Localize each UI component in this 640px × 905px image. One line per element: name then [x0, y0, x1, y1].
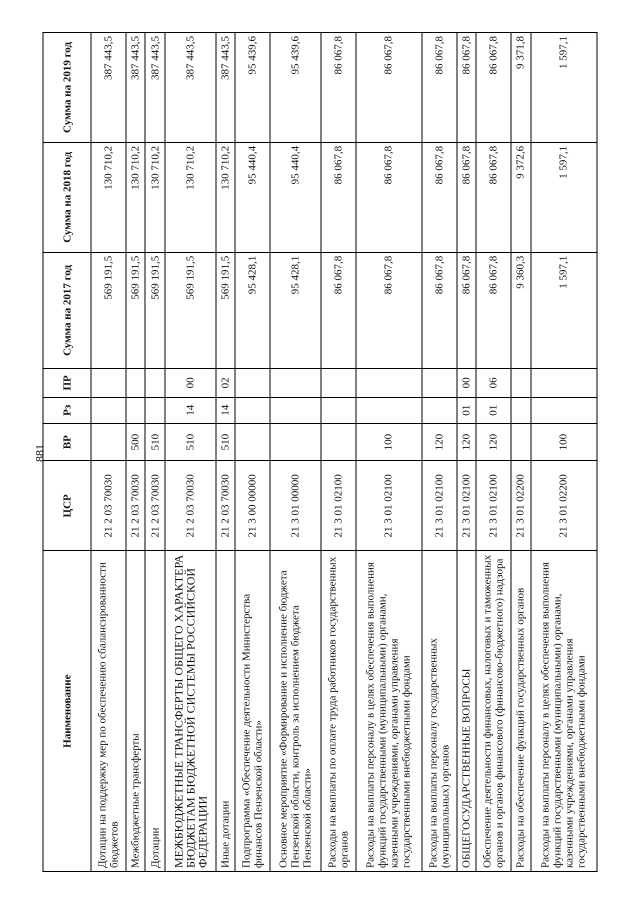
cell-vr: 510	[145, 423, 164, 460]
cell-rz: 01	[457, 397, 476, 423]
cell-2017: 569 191,5	[145, 252, 164, 368]
table-row	[235, 33, 270, 872]
cell-rz	[235, 397, 270, 423]
cell-rz: 14	[216, 397, 235, 423]
cell-rz	[356, 397, 422, 423]
cell-pr	[235, 369, 270, 398]
cell-2019: 387 443,5	[165, 33, 216, 143]
header-rz: Рз	[43, 397, 91, 423]
cell-vr	[91, 423, 126, 460]
cell-2017: 569 191,5	[91, 252, 126, 368]
cell-2018: 95 440,4	[270, 142, 321, 252]
cell-pr: 00	[457, 369, 476, 398]
table-row	[356, 33, 422, 872]
table-header-row	[43, 33, 91, 872]
cell-name: Обеспечение деятельности финансовых, налоговых и таможенных органов и органов финансового (финансово-бюджетного) надзора	[476, 551, 511, 872]
cell-csr: 21 3 01 02200	[531, 461, 597, 551]
header-2018: Сумма на 2018 год	[43, 142, 91, 252]
cell-pr	[126, 369, 145, 398]
cell-csr: 21 2 03 70030	[126, 461, 145, 551]
cell-name: Расходы на обеспечение функций государственных органов	[511, 551, 530, 872]
cell-csr: 21 3 00 00000	[235, 461, 270, 551]
header-name: Наименование	[43, 551, 91, 872]
table-body	[91, 33, 597, 872]
table-row	[321, 33, 356, 872]
cell-vr: 100	[356, 423, 422, 460]
cell-pr	[270, 369, 321, 398]
cell-vr: 120	[457, 423, 476, 460]
cell-2018: 130 710,2	[216, 142, 235, 252]
cell-vr: 120	[476, 423, 511, 460]
cell-csr: 21 3 01 02100	[356, 461, 422, 551]
cell-rz	[422, 397, 457, 423]
cell-csr: 21 2 03 70030	[165, 461, 216, 551]
cell-2018: 86 067,8	[457, 142, 476, 252]
cell-name: Подпрограмма «Обеспечение деятельности Министерства финансов Пензенской области»	[235, 551, 270, 872]
cell-name: Дотации	[145, 551, 164, 872]
cell-name: Дотации на поддержку мер по обеспечению сбалансированности бюджетов	[91, 551, 126, 872]
cell-name: Межбюджетные трансферты	[126, 551, 145, 872]
cell-2017: 95 428,1	[270, 252, 321, 368]
cell-rz	[145, 397, 164, 423]
cell-pr	[321, 369, 356, 398]
cell-csr: 21 3 01 02100	[457, 461, 476, 551]
cell-2019: 387 443,5	[91, 33, 126, 143]
cell-pr	[145, 369, 164, 398]
cell-2018: 86 067,8	[356, 142, 422, 252]
table-row	[126, 33, 145, 872]
cell-rz	[91, 397, 126, 423]
cell-2017: 569 191,5	[126, 252, 145, 368]
cell-name: ОБЩЕГОСУДАРСТВЕННЫЕ ВОПРОСЫ	[457, 551, 476, 872]
cell-2019: 86 067,8	[457, 33, 476, 143]
cell-vr	[321, 423, 356, 460]
cell-name: Расходы на выплаты персоналу в целях обеспечения выполнения функций государственными (муниципальными) органами, казенными учреждениями, органами управления государственными внебюджетными фондами	[531, 551, 597, 872]
cell-vr: 510	[165, 423, 216, 460]
cell-2019: 86 067,8	[476, 33, 511, 143]
cell-name: Иные дотации	[216, 551, 235, 872]
cell-rz: 01	[476, 397, 511, 423]
cell-2018: 86 067,8	[321, 142, 356, 252]
cell-pr	[422, 369, 457, 398]
cell-pr	[511, 369, 530, 398]
cell-name: Расходы на выплаты персоналу государственных (муниципальных) органов	[422, 551, 457, 872]
cell-2018: 130 710,2	[126, 142, 145, 252]
cell-2018: 95 440,4	[235, 142, 270, 252]
cell-name: МЕЖБЮДЖЕТНЫЕ ТРАНСФЕРТЫ ОБЩЕГО ХАРАКТЕРА БЮДЖЕТАМ БЮДЖЕТНОЙ СИСТЕМЫ РОССИЙСКОЙ ФЕДЕРАЦИИ	[165, 551, 216, 872]
cell-2017: 95 428,1	[235, 252, 270, 368]
cell-2018: 9 372,6	[511, 142, 530, 252]
table-row	[457, 33, 476, 872]
cell-csr: 21 2 03 70030	[145, 461, 164, 551]
cell-rz	[270, 397, 321, 423]
cell-pr	[531, 369, 597, 398]
table-row	[91, 33, 126, 872]
cell-csr: 21 3 01 02100	[321, 461, 356, 551]
cell-2019: 86 067,8	[356, 33, 422, 143]
cell-name: Расходы на выплаты по оплате труда работников государственных органов	[321, 551, 356, 872]
cell-2019: 387 443,5	[216, 33, 235, 143]
cell-vr: 510	[216, 423, 235, 460]
cell-rz	[511, 397, 530, 423]
cell-rz	[531, 397, 597, 423]
cell-2019: 95 439,6	[235, 33, 270, 143]
cell-rz	[126, 397, 145, 423]
header-pr: ПР	[43, 369, 91, 398]
cell-vr: 500	[126, 423, 145, 460]
cell-2019: 387 443,5	[145, 33, 164, 143]
cell-csr: 21 2 03 70030	[216, 461, 235, 551]
cell-2017: 86 067,8	[457, 252, 476, 368]
cell-csr: 21 3 01 02100	[476, 461, 511, 551]
cell-name: Расходы на выплаты персоналу в целях обеспечения выполнения функций государственными (муниципальными) органами, казенными учреждениями, органами управления государственными внебюджетными фондами	[356, 551, 422, 872]
table-row	[476, 33, 511, 872]
cell-vr: 120	[422, 423, 457, 460]
cell-2017: 9 360,3	[511, 252, 530, 368]
cell-pr: 00	[165, 369, 216, 398]
cell-2019: 95 439,6	[270, 33, 321, 143]
cell-2017: 86 067,8	[476, 252, 511, 368]
cell-vr	[235, 423, 270, 460]
cell-csr: 21 3 01 00000	[270, 461, 321, 551]
table-row	[511, 33, 530, 872]
page-number: 881	[32, 444, 47, 462]
cell-2018: 86 067,8	[422, 142, 457, 252]
cell-vr	[511, 423, 530, 460]
table-row	[216, 33, 235, 872]
cell-pr: 02	[216, 369, 235, 398]
table-row	[270, 33, 321, 872]
budget-table	[43, 32, 598, 872]
cell-csr: 21 2 03 70030	[91, 461, 126, 551]
cell-rz	[321, 397, 356, 423]
cell-2017: 569 191,5	[216, 252, 235, 368]
rotated-table-container	[43, 32, 598, 872]
cell-2017: 86 067,8	[422, 252, 457, 368]
header-vr: ВР	[43, 423, 91, 460]
cell-2018: 130 710,2	[145, 142, 164, 252]
cell-2017: 1 597,1	[531, 252, 597, 368]
header-2019: Сумма на 2019 год	[43, 33, 91, 143]
cell-vr: 100	[531, 423, 597, 460]
table-row	[531, 33, 597, 872]
cell-2017: 86 067,8	[321, 252, 356, 368]
cell-2019: 1 597,1	[531, 33, 597, 143]
cell-pr	[356, 369, 422, 398]
cell-2019: 9 371,8	[511, 33, 530, 143]
cell-2017: 86 067,8	[356, 252, 422, 368]
cell-2019: 86 067,8	[321, 33, 356, 143]
cell-csr: 21 3 01 02200	[511, 461, 530, 551]
cell-2018: 130 710,2	[91, 142, 126, 252]
cell-rz: 14	[165, 397, 216, 423]
cell-2018: 1 597,1	[531, 142, 597, 252]
cell-pr: 06	[476, 369, 511, 398]
header-2017: Сумма на 2017 год	[43, 252, 91, 368]
header-csr: ЦСР	[43, 461, 91, 551]
cell-csr: 21 3 01 02100	[422, 461, 457, 551]
cell-2018: 86 067,8	[476, 142, 511, 252]
table-row	[145, 33, 164, 872]
table-row	[422, 33, 457, 872]
cell-vr	[270, 423, 321, 460]
cell-pr	[91, 369, 126, 398]
cell-2018: 130 710,2	[165, 142, 216, 252]
cell-2017: 569 191,5	[165, 252, 216, 368]
table-row	[165, 33, 216, 872]
cell-name: Основное мероприятие «Формирование и исполнение бюджета Пензенской области, контроль за исполнением бюджета Пензенской области»	[270, 551, 321, 872]
cell-2019: 387 443,5	[126, 33, 145, 143]
cell-2019: 86 067,8	[422, 33, 457, 143]
